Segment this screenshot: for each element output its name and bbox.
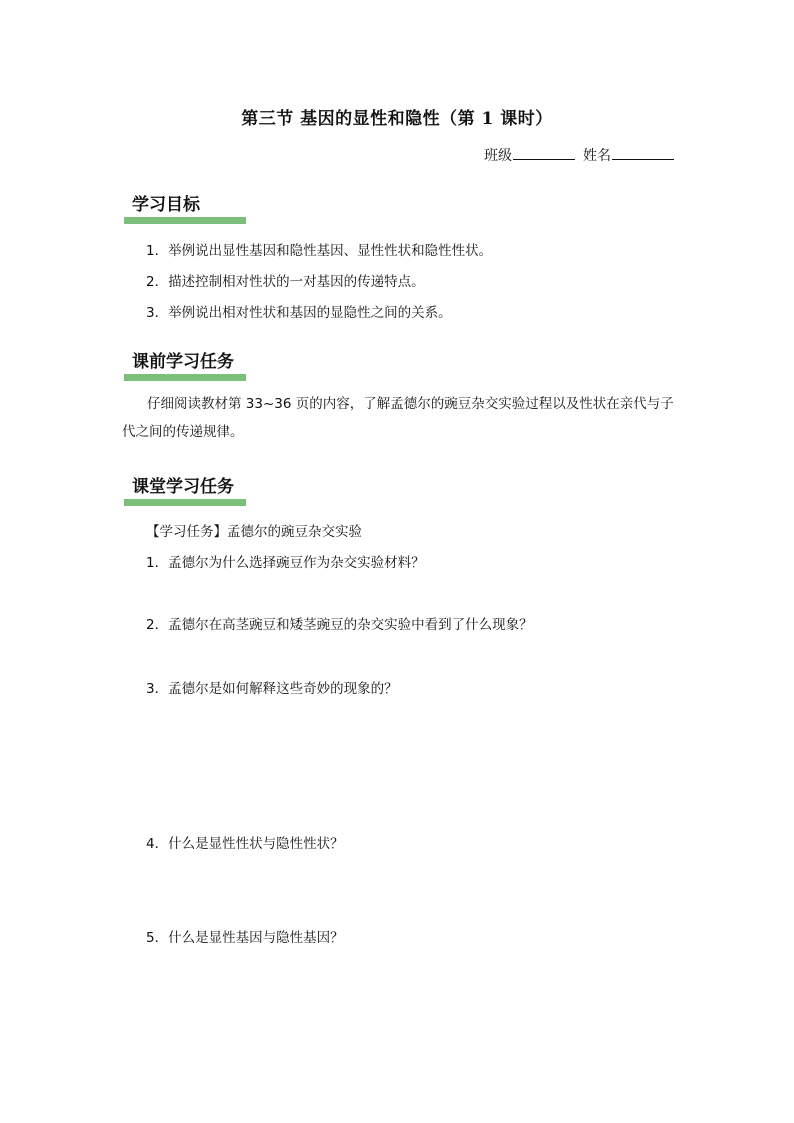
student-info bbox=[484, 145, 674, 165]
question-2: 2．孟德尔在高茎豌豆和矮茎豌豆的杂交实验中看到了什么现象？ bbox=[146, 617, 533, 633]
objective-item-3: 3．举例说出相对性状和基因的显隐性之间的关系。 bbox=[146, 305, 452, 321]
name-field bbox=[583, 145, 674, 165]
section-underline-bar bbox=[124, 374, 246, 381]
section-in-class bbox=[124, 476, 248, 506]
task-title: 【学习任务】孟德尔的豌豆杂交实验 bbox=[146, 524, 362, 540]
section-pre-class bbox=[124, 351, 248, 381]
name-blank[interactable] bbox=[612, 145, 674, 160]
page-title: 第三节 基因的显性和隐性（第 1 课时） bbox=[241, 109, 553, 129]
pre-class-paragraph: 仔细阅读教材第 33~36 页的内容，了解孟德尔的豌豆杂交实验过程以及性状在亲代与子代之间的传递规律。 bbox=[122, 396, 674, 440]
objective-item-1: 1．举例说出显性基因和隐性基因、显性性状和隐性性状。 bbox=[146, 243, 493, 259]
section-objectives bbox=[124, 194, 248, 224]
section-heading-pre-class: 课前学习任务 bbox=[132, 352, 234, 372]
question-5: 5．什么是显性基因与隐性基因？ bbox=[146, 930, 344, 946]
class-blank[interactable] bbox=[513, 145, 575, 160]
class-field bbox=[484, 145, 575, 165]
name-label: 姓名 bbox=[583, 148, 611, 164]
question-1: 1．孟德尔为什么选择豌豆作为杂交实验材料？ bbox=[146, 555, 425, 571]
question-4: 4．什么是显性性状与隐性性状？ bbox=[146, 836, 344, 852]
section-heading-in-class: 课堂学习任务 bbox=[132, 477, 234, 497]
question-3: 3．孟德尔是如何解释这些奇妙的现象的？ bbox=[146, 681, 398, 697]
section-underline-bar bbox=[124, 217, 246, 224]
objective-item-2: 2．描述控制相对性状的一对基因的传递特点。 bbox=[146, 274, 425, 290]
section-underline-bar bbox=[124, 499, 246, 506]
class-label: 班级 bbox=[484, 148, 512, 164]
section-heading-objectives: 学习目标 bbox=[132, 195, 200, 215]
